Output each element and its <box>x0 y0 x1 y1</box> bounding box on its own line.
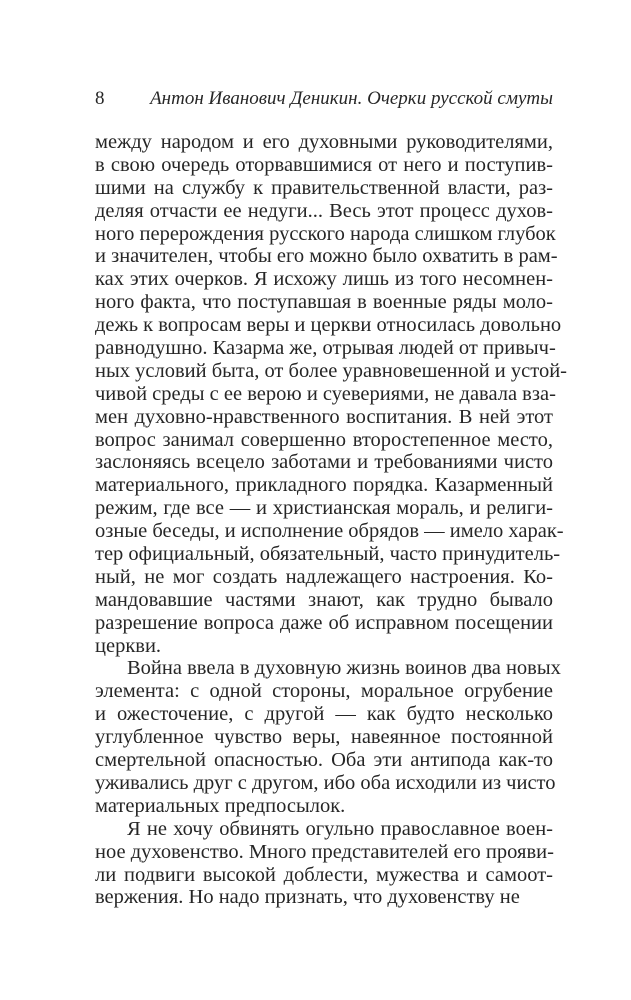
text-line: озные беседы, и исполнение обрядов — имело харак- <box>95 520 564 543</box>
text-line: и ожесточение, с другой — как будто несколько <box>95 703 553 726</box>
paragraph <box>95 131 567 657</box>
text-line: ках этих очерков. Я исхожу лишь из того несомнен- <box>95 268 553 291</box>
text-line: вержения. Но надо признать, что духовенству не <box>95 886 520 909</box>
text-line: мен духовно-нравственного воспитания. В ней этот <box>95 405 553 428</box>
text-line: углубленное чувство веры, навеянное постоянной <box>95 726 553 749</box>
text-line: ли подвиги высокой доблести, мужества и самоот- <box>95 863 553 886</box>
text-line: ного перерождения русского народа слишком глубок <box>95 222 556 245</box>
text-line: дежь к вопросам веры и церкви относилась довольно <box>95 314 562 337</box>
text-line: Я не хочу обвинять огульно православное воен- <box>127 817 553 840</box>
text-line: в свою очередь оторвавшимися от него и поступив- <box>95 153 553 176</box>
page-body-text <box>95 131 567 909</box>
text-line: ного факта, что поступавшая в военные ряды моло- <box>95 291 553 314</box>
text-line: деляя отчасти ее недуги... Весь этот процесс духов- <box>95 199 553 222</box>
text-line: чивой среды с ее верою и суевериями, не давала вза- <box>95 382 556 405</box>
text-line: материальных предпосылок. <box>95 794 346 817</box>
page-number: 8 <box>95 88 105 109</box>
text-line: Война ввела в духовную жизнь воинов два новых <box>127 657 561 680</box>
running-header <box>95 86 553 112</box>
paragraph <box>95 657 561 817</box>
text-line: разрешение вопроса даже об исправном посещении <box>95 611 553 634</box>
text-line: между народом и его духовными руководителями, <box>95 131 553 153</box>
text-line: ных условий быта, от более уравновешенной и устой- <box>95 359 567 382</box>
text-line: элемента: с одной стороны, моральное огрубение <box>95 680 553 703</box>
text-line: тер официальный, обязательный, часто принудитель- <box>95 543 561 566</box>
text-line: заслоняясь всецело заботами и требованиями чисто <box>95 451 553 474</box>
text-line: вопрос занимал совершенно второстепенное место, <box>95 428 553 451</box>
text-line: мандовавшие частями знают, как трудно бывало <box>95 588 553 611</box>
text-line: шими на службу к правительственной власти, раз- <box>95 176 553 199</box>
text-line: церкви. <box>95 634 162 657</box>
text-line: ное духовенство. Много представителей его прояви- <box>95 840 554 863</box>
text-line: и значителен, чтобы его можно было охватить в рам- <box>95 245 558 268</box>
text-line: смертельной опасностью. Оба эти антипода как-то <box>95 749 553 772</box>
paragraph <box>95 818 553 910</box>
text-line: режим, где все — и христианская мораль, и религи- <box>95 497 553 520</box>
text-line: материального, прикладного порядка. Казарменный <box>95 474 553 497</box>
text-line: уживались друг с другом, ибо оба исходили из чисто <box>95 771 556 794</box>
text-line: ный, не мог создать надлежащего настроения. Ко- <box>95 565 553 588</box>
text-line: равнодушно. Казарма же, отрывая людей от привыч- <box>95 337 556 360</box>
running-title: Антон Иванович Деникин. Очерки русской смуты <box>150 88 553 109</box>
